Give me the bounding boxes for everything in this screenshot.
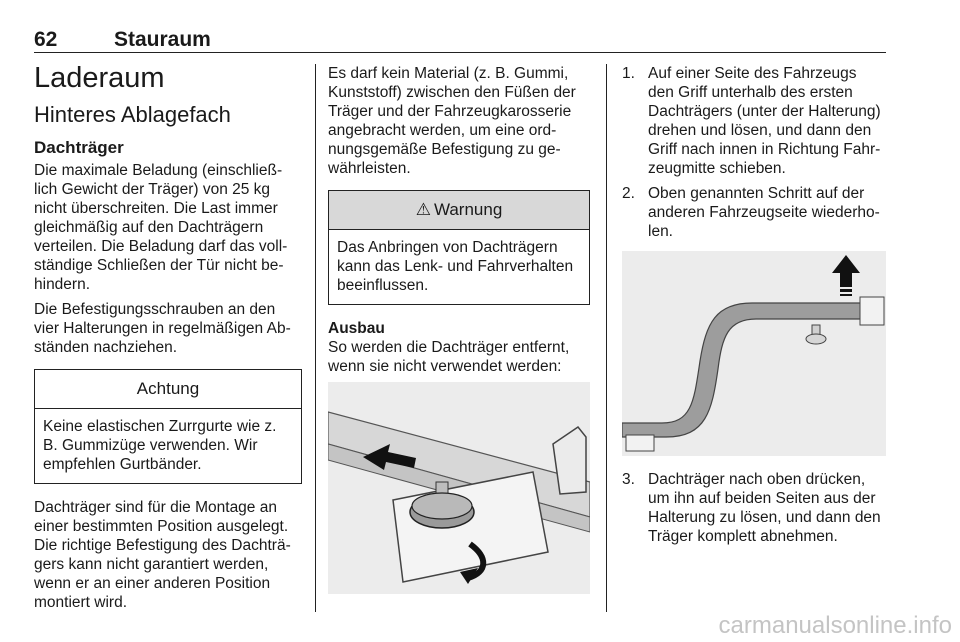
step-number: 1. — [622, 65, 635, 82]
warning-text: Das Anbringen von Dachträgern kann das Lenk- und Fahrverhalten beeinflussen. — [337, 239, 574, 294]
list-item — [622, 470, 886, 546]
page-header — [34, 24, 886, 53]
paragraph: Die maximale Beladung (einschließ- lich Gewicht der Träger) von 25 kg nicht überschreiten. Die Last immer gleichmäßig auf den Dachträgern verteilen. Die Beladung darf das voll- ständige Schließen der Tür nicht be- hindern. — [34, 162, 288, 293]
roof-rack-foot-illustration — [328, 382, 590, 594]
caution-title: Achtung — [35, 370, 301, 409]
column-divider — [606, 64, 607, 612]
step-text: Oben genannten Schritt auf der anderen Fahrzeugseite wiederho- len. — [648, 185, 880, 240]
caution-box — [34, 369, 302, 484]
topic-heading: Dachträger — [34, 138, 124, 157]
step-text: Dachträger nach oben drücken, um ihn auf beiden Seiten aus der Halterung zu lösen, und dann den Träger komplett abnehmen. — [648, 471, 881, 545]
paragraph: Dachträger sind für die Montage an einer bestimmten Position ausgelegt. Die richtige Befestigung des Dachträ- gers kann nicht garantiert werden, wenn er an einer anderen Position montiert wird. — [34, 499, 291, 611]
paragraph: Die Befestigungsschrauben an den vier Halterungen in regelmäßigen Ab- ständen nachziehen. — [34, 301, 291, 356]
warning-box — [328, 190, 590, 305]
list-item — [622, 64, 886, 178]
step-list — [622, 470, 886, 546]
removal-heading: Ausbau — [328, 320, 385, 337]
column-2 — [328, 64, 590, 594]
warning-title: Warnung — [433, 200, 503, 219]
step-number: 3. — [622, 471, 635, 488]
step-number: 2. — [622, 185, 635, 202]
warning-header — [329, 191, 589, 230]
warning-triangle-icon: ⚠ — [415, 200, 431, 219]
column-3 — [622, 64, 886, 552]
column-divider — [315, 64, 316, 612]
column-1 — [34, 60, 302, 618]
page-number: 62 — [34, 28, 58, 51]
chapter-title: Laderaum — [34, 62, 165, 94]
section-title: Stauraum — [114, 28, 211, 51]
roof-rack-lift-illustration — [622, 251, 886, 456]
paragraph: Es darf kein Material (z. B. Gummi, Kunststoff) zwischen den Füßen der Träger und der Fahrzeugkarosserie angebracht werden, um eine ord- nungsgemäße Befestigung zu ge- währleisten. — [328, 65, 576, 177]
removal-text: So werden die Dachträger entfernt, wenn sie nicht verwendet werden: — [328, 339, 570, 375]
watermark-text: carmanualsonline.info — [718, 612, 952, 639]
step-text: Auf einer Seite des Fahrzeugs den Griff unterhalb des ersten Dachträgers (unter der Halterung) drehen und lösen, und dann den Griff nach innen in Richtung Fahr- zeugmitte schieben. — [648, 65, 881, 177]
list-item — [622, 184, 886, 241]
section-subtitle: Hinteres Ablagefach — [34, 102, 231, 127]
step-list — [622, 64, 886, 241]
caution-text: Keine elastischen Zurrgurte wie z. B. Gummizüge verwenden. Wir empfehlen Gurtbänder. — [43, 418, 277, 473]
